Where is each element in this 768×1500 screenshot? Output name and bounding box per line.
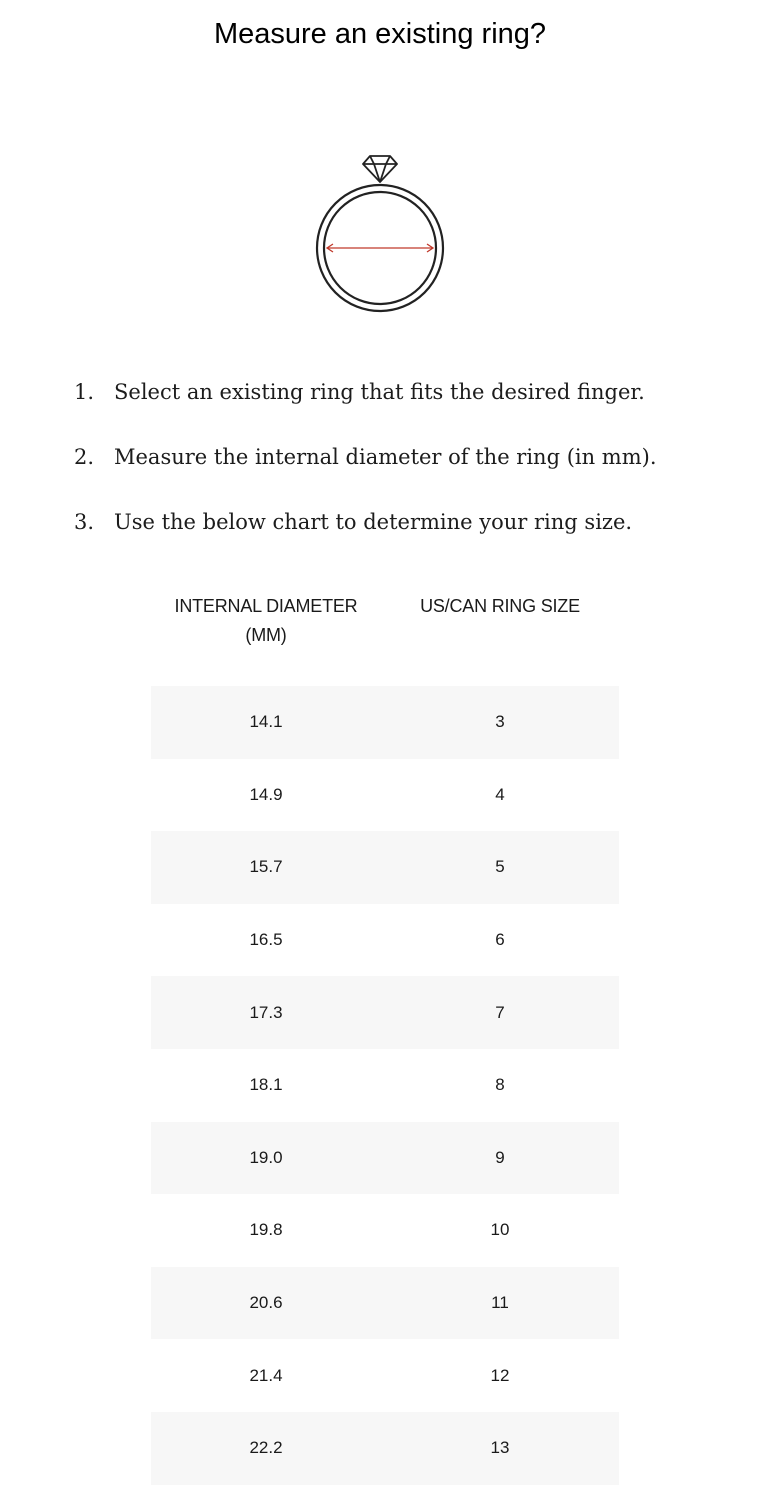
diameter-cell: 19.8	[249, 1220, 283, 1240]
size-cell: 9	[381, 1122, 619, 1195]
diameter-header-line2: (MM)	[245, 625, 287, 645]
size-column-header: US/CAN RING SIZE	[420, 596, 580, 616]
size-cell: 8	[495, 1075, 505, 1095]
ring-size-table	[151, 592, 619, 1485]
diameter-cell: 22.2	[151, 1412, 381, 1485]
diameter-header-line1: INTERNAL DIAMETER	[174, 596, 358, 616]
step-number: 2.	[74, 445, 95, 469]
table-row	[151, 904, 619, 977]
step-text: Measure the internal diameter of the ring (in mm).	[114, 445, 657, 469]
table-row	[151, 1194, 619, 1267]
size-cell: 12	[490, 1365, 510, 1385]
size-cell: 6	[495, 930, 505, 950]
table-row	[151, 759, 619, 832]
diameter-cell: 16.5	[249, 930, 283, 950]
table-row	[151, 1122, 619, 1195]
step-text: Use the below chart to determine your ring size.	[114, 510, 633, 534]
table-row	[151, 976, 619, 1049]
step-text: Select an existing ring that fits the desired finger.	[114, 380, 645, 404]
instruction-step	[74, 370, 724, 435]
size-cell: 3	[381, 686, 619, 759]
diameter-cell: 19.0	[151, 1122, 381, 1195]
size-cell: 5	[381, 831, 619, 904]
diameter-cell: 17.3	[151, 976, 381, 1049]
step-number: 1.	[74, 380, 95, 404]
table-row	[151, 1412, 619, 1485]
size-cell: 11	[381, 1267, 619, 1340]
diamond-ring-icon	[306, 148, 454, 318]
table-row	[151, 831, 619, 904]
size-cell: 4	[495, 784, 505, 804]
diameter-cell: 14.9	[249, 784, 283, 804]
size-cell: 7	[381, 976, 619, 1049]
instruction-step	[74, 500, 724, 565]
size-cell: 13	[381, 1412, 619, 1485]
size-cell: 10	[490, 1220, 510, 1240]
table-header-row	[151, 592, 619, 686]
table-row	[151, 1339, 619, 1412]
diameter-cell: 15.7	[151, 831, 381, 904]
table-row	[151, 1049, 619, 1122]
step-number: 3.	[74, 510, 95, 534]
instruction-step	[74, 435, 724, 500]
table-row	[151, 1267, 619, 1340]
instruction-list	[74, 370, 724, 565]
diameter-column-header	[151, 592, 381, 686]
diameter-cell: 18.1	[249, 1075, 283, 1095]
diameter-cell: 20.6	[151, 1267, 381, 1340]
page-title: Measure an existing ring?	[213, 18, 547, 50]
table-row	[151, 686, 619, 759]
diameter-cell: 14.1	[151, 686, 381, 759]
diameter-cell: 21.4	[249, 1365, 283, 1385]
